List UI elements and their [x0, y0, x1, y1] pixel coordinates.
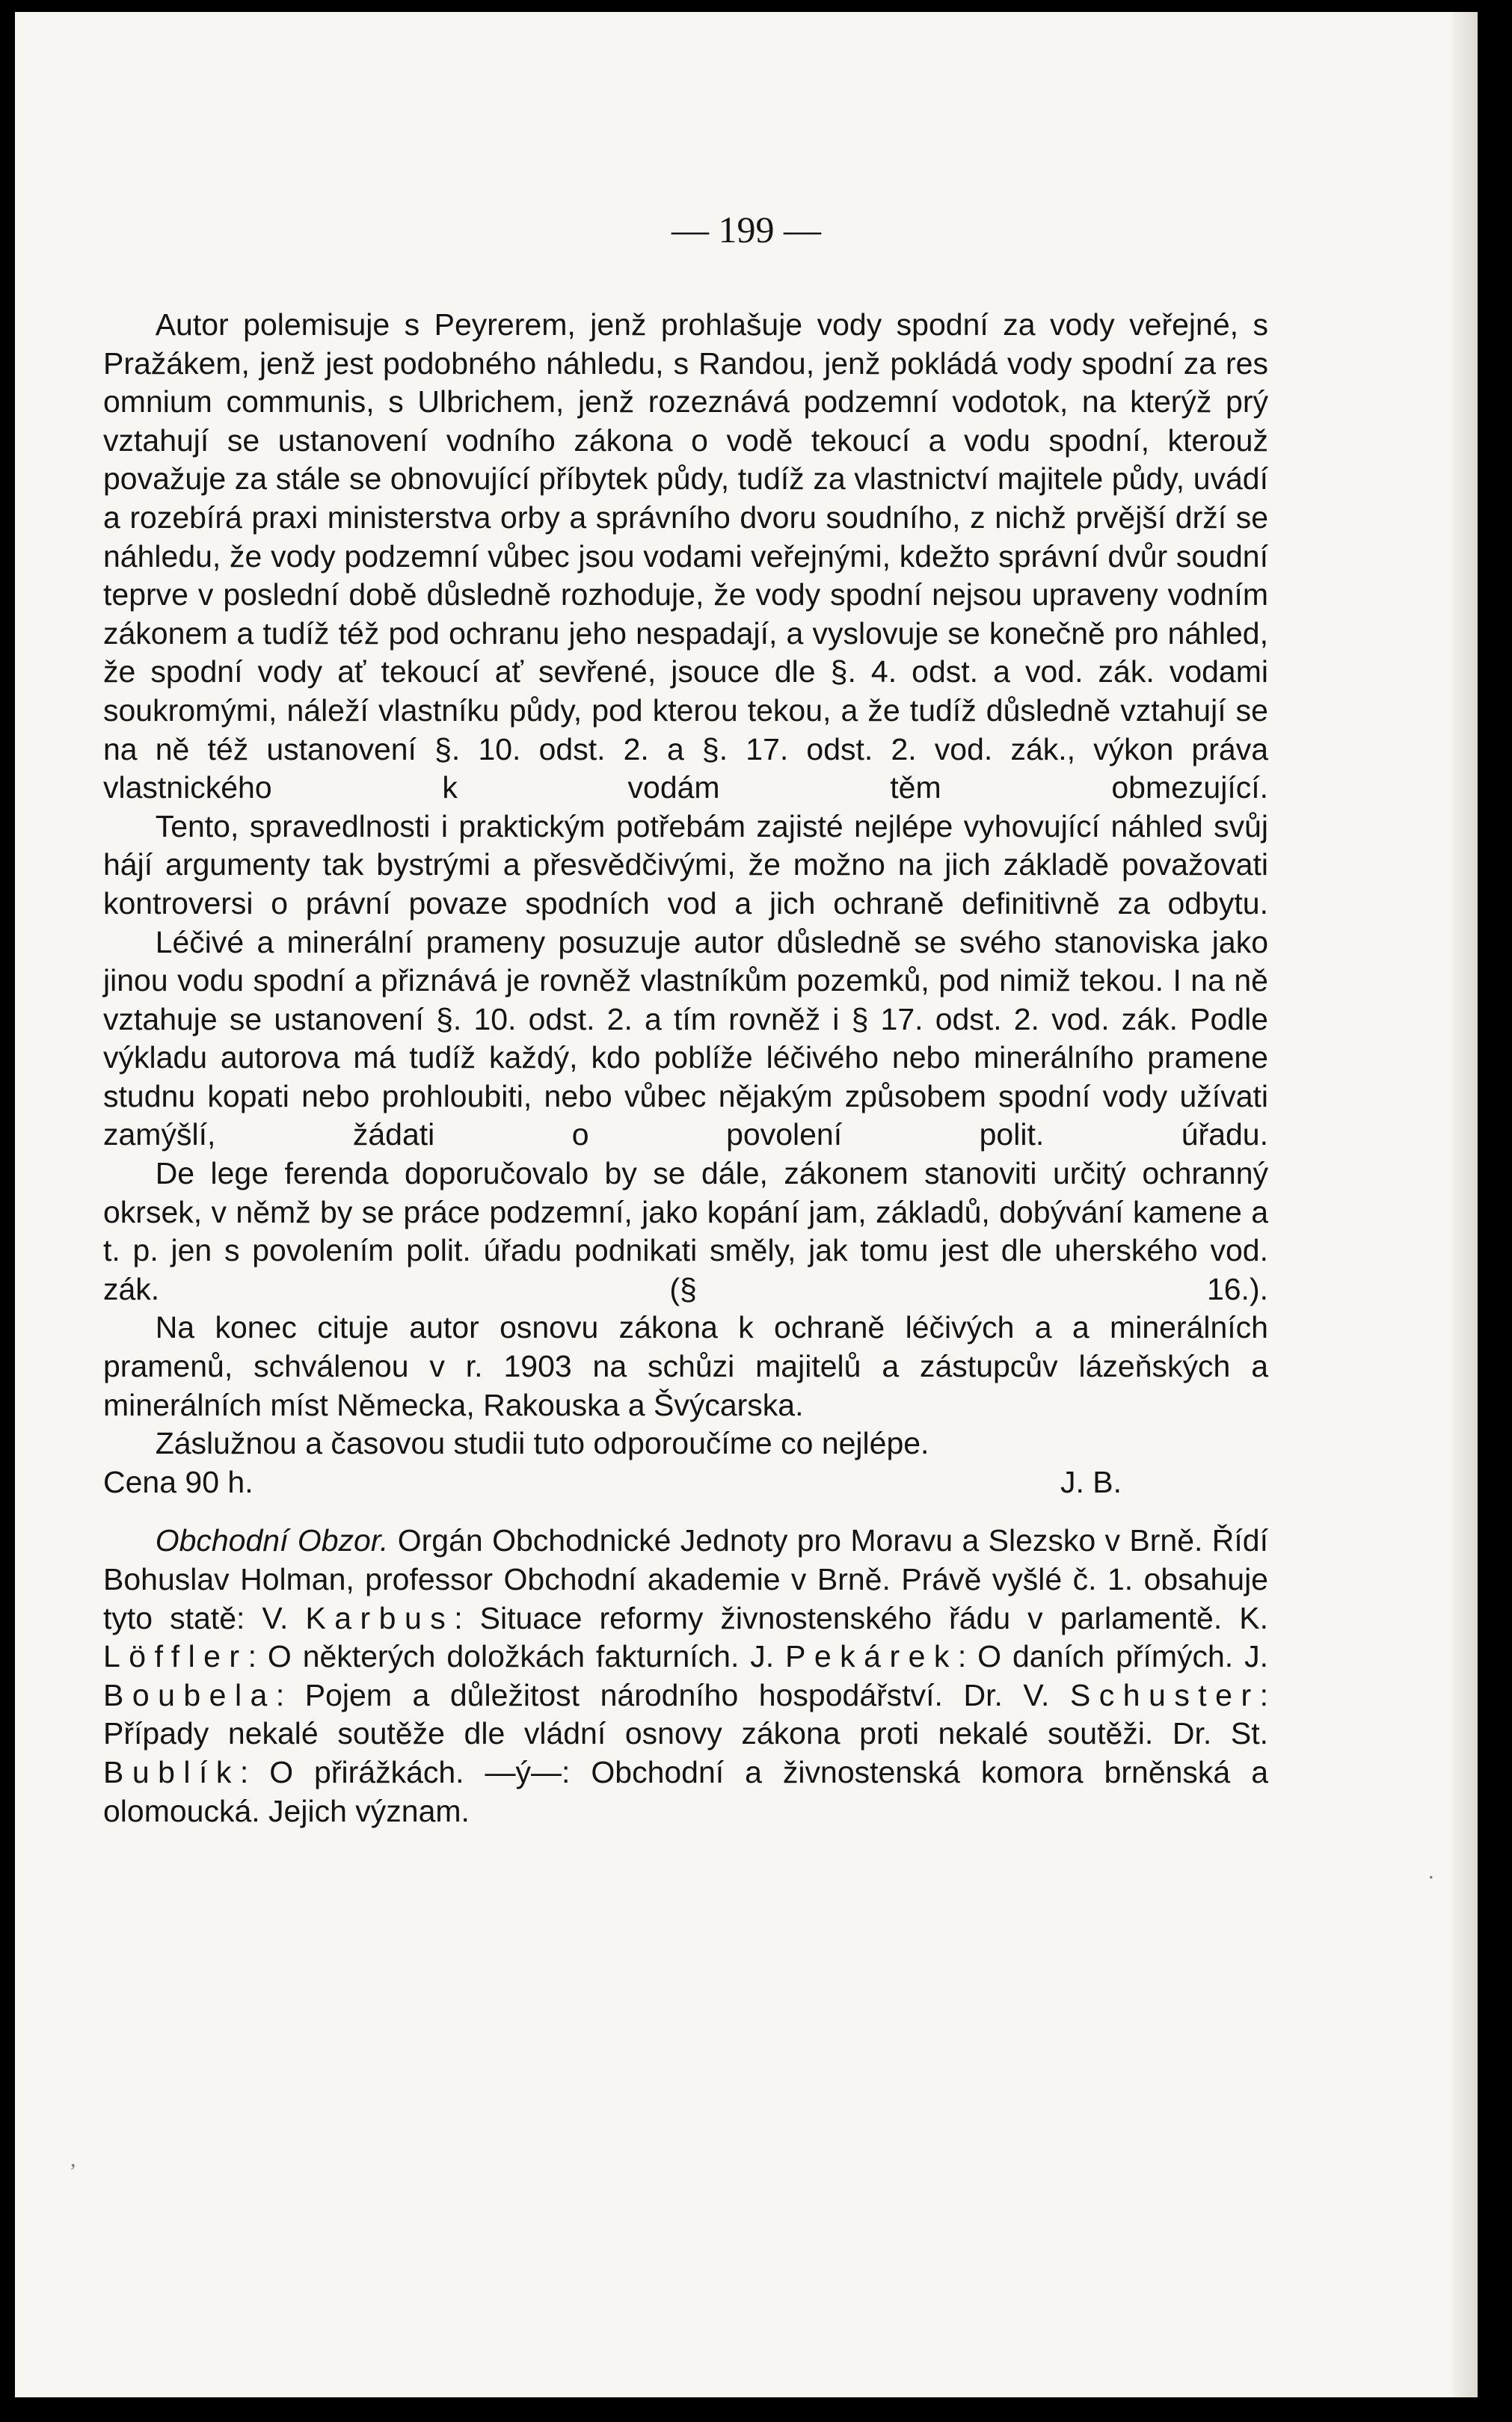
author-boubela: Boubela [103, 1677, 276, 1712]
author-karbus: Karbus [305, 1600, 455, 1635]
section-gap [103, 1502, 1268, 1522]
review-text-3: : O daních přímých. J. [957, 1639, 1269, 1674]
author-schuster: Schuster [1069, 1677, 1260, 1712]
paragraph-2: Tento, spravedlnosti i praktickým potřebám zajisté nejlépe vyhovující náhled svůj hájí argumenty tak bystrými a přesvědčivými, že možno na jich základě považovati kontroversi o právní povaze spodních vod a jich ochraně definitivně za odbytu. [103, 808, 1268, 920]
paragraph-4: De lege ferenda doporučovalo by se dále, zákonem stanoviti určitý ochranný okrsek, v němž by se práce podzemní, jako kopání jam, základů, dobývání kamene a t. p. jen s povolením polit. úřadu podnikati směly, jak tomu jest dle uherského vod. zák. (§ 16.). [103, 1156, 1268, 1306]
stray-dot-mark: . [1428, 1859, 1434, 1884]
paragraph-1: Autor polemisuje s Peyrerem, jenž prohlašuje vody spodní za vody veřejné, s Pražákem, jenž jest podobného náhledu, s Randou, jenž pokládá vody spodní za res omnium communis, s Ulbrichem, jenž rozeznává podzemní vodotok, na kterýž prý vztahují se ustanovení vodního zákona o vodě tekoucí a vodu spodní, kterouž považuje za stále se obnovující příbytek půdy, tudíž za vlastnictví majitele půdy, uvádí a rozebírá praxi ministerstva orby a správního dvoru soudního, z nichž prvější drží se náhledu, že vody podzemní vůbec jsou vodami veřejnými, kdežto správní dvůr soudní teprve v poslední době důsledně rozhoduje, že vody spodní nejsou upraveny vodním zákonem a tudíž též pod ochranu jeho nespadají, a vyslovuje se konečně pro náhled, že spodní vody ať tekoucí ať sevřené, jsouce dle §. 4. odst. a vod. zák. vodami soukromými, náleží vlastníku půdy, pod kterou tekou, a že tudíž důsledně vztahují se na ně též ustanovení §. 10. odst. 2. a §. 17. odst. 2. vod. zák., výkon práva vlastnického k vodám těm obmezující. [103, 307, 1268, 805]
review-text-1: : Situace reformy živnostenského řádu v parlamentě. K. [454, 1600, 1268, 1635]
price-line [103, 1463, 1268, 1502]
paragraph-3: Léčivé a minerální prameny posuzuje autor důsledně se svého stanoviska jako jinou vodu spodní a přiznává je rovněž vlastníkům pozemků, pod nimiž tekou. I na ně vztahuje se ustanovení §. 10. odst. 2. a tím rovněž i § 17. odst. 2. vod. zák. Podle výkladu autorova má tudíž každý, kdo poblíže léčivého nebo minerálního pramene studnu kopati nebo prohloubiti, nebo vůbec nějakým způsobem spodní vody užívati zamýšlí, žádati o povolení polit. úřadu. [103, 924, 1268, 1152]
review-text-2: : O některých doložkách fakturních. J. [248, 1639, 786, 1674]
author-loffler: Löffler [103, 1639, 248, 1674]
review-text-5: : Případy nekalé soutěže dle vládní osnovy zákona proti nekalé soutěži. Dr. St. [103, 1677, 1268, 1751]
scanned-page [15, 12, 1478, 2397]
paragraph-5: Na konec cituje autor osnovu zákona k ochraně léčivých a a minerálních pramenů, schválenou v r. 1903 na schůzi majitelů a zástupcův lázeňských a minerálních míst Německa, Rakouska a Švýcarska. [103, 1310, 1268, 1422]
body-text [103, 306, 1268, 1831]
review-intro: Orgán Obchodnické Jednoty pro Moravu a Slezsko v Brně. Řídí Bohuslav Holman, professor Obchodní akademie v Brně. Právě vyšlé č. 1. obsahuje tyto statě: V. [103, 1523, 1268, 1635]
signature: J. B. [1060, 1464, 1122, 1499]
stray-comma-mark: , [70, 2147, 76, 2171]
review-text-6: : O přirážkách. —ý—: Obchodní a živnostenská komora brněnská a olomoucká. Jejich význam. [103, 1754, 1268, 1828]
journal-title: Obchodní Obzor. [155, 1523, 389, 1558]
author-pekarek: Pekárek [785, 1639, 958, 1674]
recommendation: Záslužnou a časovou studii tuto odporoučíme co nejlépe. [155, 1426, 929, 1461]
review-paragraph [103, 1522, 1268, 1831]
price: Cena 90 h. [103, 1464, 253, 1499]
review-text-4: : Pojem a důležitost národního hospodářství. Dr. V. [275, 1677, 1070, 1712]
author-bublik: Bublík [103, 1754, 240, 1789]
page-number: — 199 — [672, 209, 821, 251]
